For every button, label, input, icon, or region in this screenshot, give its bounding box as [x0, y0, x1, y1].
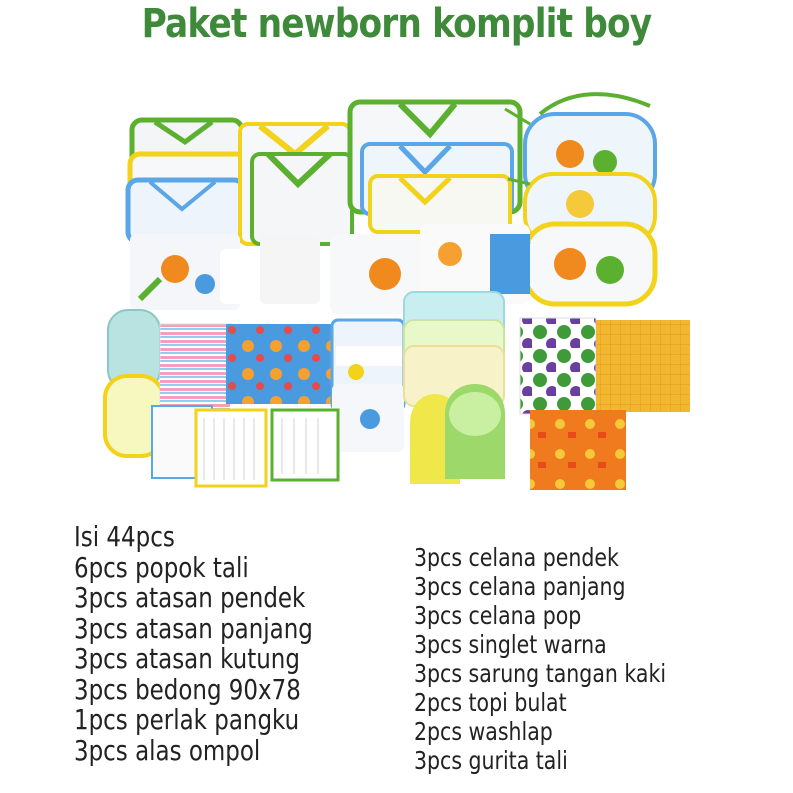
list-item: 3pcs gurita tali: [414, 746, 568, 775]
pop-pants-stack: [332, 320, 404, 452]
list-item: 3pcs bedong 90x78: [74, 672, 301, 706]
list-item: 3pcs singlet warna: [414, 630, 607, 659]
list-item: 3pcs celana pendek: [414, 543, 619, 572]
round-hats: [410, 384, 505, 484]
list-item: 1pcs perlak pangku: [74, 703, 300, 736]
contents-list-right: [414, 543, 666, 775]
product-photo: [100, 84, 700, 504]
list-item: Isi 44pcs: [74, 520, 175, 553]
list-item: 3pcs sarung tangan kaki: [414, 659, 667, 688]
list-item: 2pcs washlap: [414, 717, 553, 746]
orange-swaddle: [530, 410, 626, 490]
striped-washcloths: [160, 324, 232, 410]
list-item: 2pcs topi bulat: [414, 688, 567, 717]
contents-list-left: [74, 522, 313, 766]
list-item: 3pcs atasan kutung: [74, 642, 300, 675]
white-washcloths: [152, 406, 338, 486]
polka-dot-swaddle: [520, 318, 596, 414]
short-tops-stack: [128, 120, 246, 242]
page-title: Paket newborn komplit boy: [141, 1, 652, 47]
list-item: 6pcs popok tali: [74, 550, 249, 584]
long-tops-stack: [240, 124, 352, 244]
list-item: 3pcs celana panjang: [414, 572, 626, 601]
list-item: 3pcs celana pop: [414, 601, 582, 630]
sleeveless-tops-stack: [350, 102, 520, 232]
list-item: 3pcs alas ompol: [74, 733, 261, 767]
list-item: 3pcs atasan pendek: [74, 581, 306, 614]
lap-pad: [226, 324, 332, 404]
yellow-swaddle: [596, 320, 690, 412]
list-item: 3pcs atasan panjang: [74, 611, 313, 645]
